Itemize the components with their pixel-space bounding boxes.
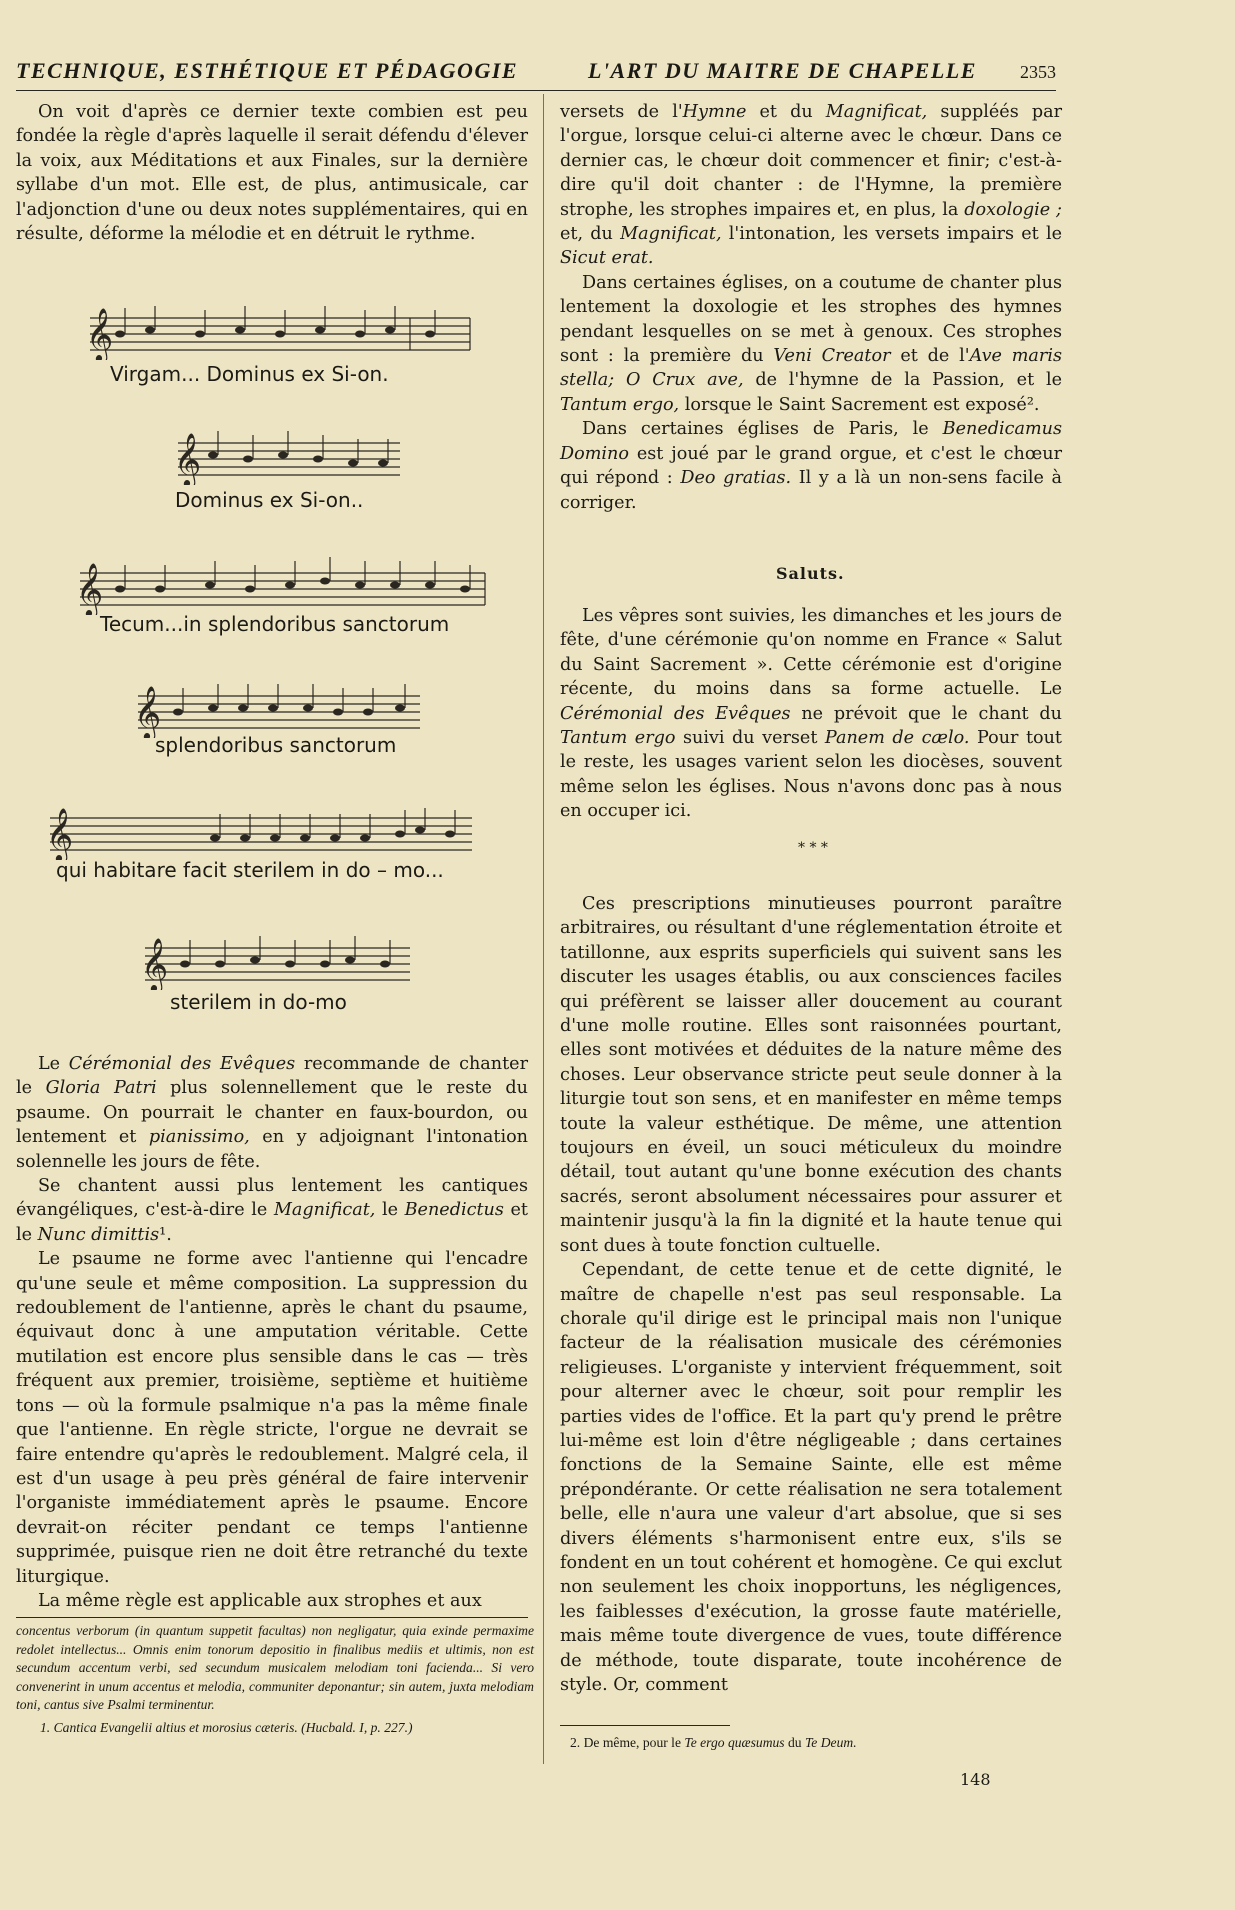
paragraph-psaume: Le psaume ne forme avec l'antienne qui l'encadre qu'une seule et même composition. La suppression du redoublement de l'antienne, après le chant du psaume, équivaut donc à une amputation véritable. Cette mutilation est encore plus sensible dans le cas — très fréquent aux premier, troisième, septième et huitième tons — où la formule psalmique n'a pas la même finale que l'antienne. En règle stricte, l'orgue ne devrait se faire entendre qu'après le redoublement. Malgré cela, il est d'un usage à peu près général de faire intervenir l'organiste immédiatement après le psaume. Encore devrait-on réciter pendant ce temps l'antienne supprimée, puisque rien ne doit être retranché du texte liturgique. xyxy=(16,1249,528,1587)
left-intro xyxy=(16,100,528,246)
music-example-2 xyxy=(168,425,408,485)
svg-text:𝄞: 𝄞 xyxy=(46,807,74,860)
section-title-saluts: Saluts. xyxy=(776,564,845,583)
page-number: 148 xyxy=(960,1770,991,1789)
intro-paragraph: On voit d'après ce dernier texte combien est peu fondée la règle d'après laquelle il serait défendu d'élever la voix, aux Méditations et aux Finales, sur la dernière syllabe d'un mot. Elle est, de plus, antimusicale, car l'adjonction d'une ou deux notes supplémentaires, qui en résulte, déforme la mélodie et en détruit le rythme. xyxy=(16,102,528,245)
svg-text:𝄞: 𝄞 xyxy=(134,685,162,738)
header-rule xyxy=(16,90,1056,91)
svg-text:𝄞: 𝄞 xyxy=(76,562,104,615)
right-saluts xyxy=(560,604,1062,824)
music-example-3 xyxy=(70,555,490,615)
footnote-rule-right xyxy=(560,1725,730,1726)
music-example-1 xyxy=(80,300,480,360)
running-header-right: L'ART DU MAITRE DE CHAPELLE xyxy=(588,58,977,83)
section-separator: * * * xyxy=(798,840,828,856)
music-lyric-3: Tecum...in splendoribus sanctorum xyxy=(100,612,450,636)
footnote-1: 1. Cantica Evangelii altius et morosius cæteris. (Hucbald. I, p. 227.) xyxy=(40,1719,413,1735)
left-body xyxy=(16,1052,528,1613)
paragraph-cependant: Cependant, de cette tenue et de cette dignité, le maître de chapelle n'est pas seul responsable. La chorale qu'il dirige est le principal mais non l'unique facteur de la réalisation musicale des cérémonies religieuses. L'organiste y intervient fréquemment, soit pour alterner avec le chœur, soit pour remplir les parties vides de l'office. Et la part qu'y prend le prêtre lui-même est loin d'être négligeable ; dans certaines fonctions de la Semaine Sainte, elle est même prépondérante. Or cette réalisation ne sera totalement belle, elle n'aura une valeur d'art absolue, que si ses divers éléments s'harmonisent entre eux, s'ils se fondent en un tout cohérent et homogène. Ce qui exclut non seulement les choix inopportuns, les négligences, les faiblesses d'exécution, la grosse faute matérielle, mais même toute divergence de vues, toute différence de méthode, toute disparate, toute incohérence de style. Or, comment xyxy=(560,1260,1062,1695)
music-lyric-6: sterilem in do-mo xyxy=(170,990,347,1014)
music-lyric-2: Dominus ex Si-on.. xyxy=(175,488,364,512)
svg-text:𝄞: 𝄞 xyxy=(141,937,169,990)
music-example-4 xyxy=(128,678,428,738)
paragraph-versets: versets de l'Hymne et du Magnificat, suppléés par l'orgue, lorsque celui-ci alterne avec le chœur. Dans ce dernier cas, le chœur doit commencer et finir; c'est-à-dire qu'il doit chanter : de l'Hymne, la première strophe, les strophes impaires et, en plus, la doxologie ; et, du Magnificat, l'intonation, les versets impairs et le Sicut erat. xyxy=(560,102,1062,269)
paragraph-ceremonial: Le Cérémonial des Evêques recommande de chanter le Gloria Patri plus solennellement que le reste du psaume. On pourrait le chanter en faux-bourdon, ou lentement et pianissimo, en y adjoignant l'intonation solennelle les jours de fête. xyxy=(16,1054,528,1172)
paragraph-regle: La même règle est applicable aux strophes et aux xyxy=(38,1590,482,1611)
music-lyric-4: splendoribus sanctorum xyxy=(155,733,397,757)
paragraph-paris: Dans certaines églises de Paris, le Benedicamus Domino est joué par le grand orgue, et c'est le chœur qui répond : Deo gratias. Il y a là un non-sens facile à corriger. xyxy=(560,419,1062,513)
column-divider xyxy=(543,94,544,1764)
running-header-left: TECHNIQUE, ESTHÉTIQUE ET PÉDAGOGIE xyxy=(16,58,519,83)
svg-text:𝄞: 𝄞 xyxy=(174,432,202,485)
music-example-6 xyxy=(135,930,425,990)
music-example-5 xyxy=(40,800,480,860)
right-top xyxy=(560,100,1062,515)
paragraph-prescriptions: Ces prescriptions minutieuses pourront paraître arbitraires, ou résultant d'une réglementation étroite et tatillonne, aux esprits superficiels qui suivent sans les discuter les usages établis, ou aux consciences faciles qui préfèrent se laisser aller doucement au courant d'une molle routine. Elles sont raisonnées pourtant, elles sont motivées et déduites de la nature même des choses. Leur observance stricte peut seule donner à la liturgie tout son sens, et en manifester en même temps toute la valeur esthétique. De même, une attention toujours en éveil, un souci méticuleux du moindre détail, tout autant qu'une bonne exécution des chants sacrés, seront absolument nécessaires pour assurer et maintenir jusqu'à la fin la dignité et la haute tenue qui sont dues à toute fonction cultuelle. xyxy=(560,894,1062,1256)
footnote-continued: concentus verborum (in quantum suppetit facultas) non negligatur, quia exinde permaxime redolet intellectus... Omnis enim tonorum depositio in finalibus mediis et ultimis, non est secundum accentum verbi, sed secundum musicalem melodiam toni facienda... Si vero convenerint in unum accentus et melodia, communiter deponantur; sin autem, juxta melodiam toni, cantus sive Psalmi terminentur. 1. Cantica Evangelii altius et morosius cæteris. (Hucbald. I, p. 227.) xyxy=(16,1622,534,1737)
music-lyric-1: Virgam... Dominus ex Si-on. xyxy=(110,362,389,386)
paragraph-eglises: Dans certaines églises, on a coutume de chanter plus lentement la doxologie et les strophes des hymnes pendant lesquelles on se met à genoux. Ces strophes sont : la première du Veni Creator et de l'Ave maris stella; O Crux ave, de l'hymne de la Passion, et le Tantum ergo, lorsque le Saint Sacrement est exposé². xyxy=(560,272,1062,415)
header-page-number: 2353 xyxy=(1020,62,1056,82)
footnote-rule-left xyxy=(16,1617,528,1618)
paragraph-cantiques: Se chantent aussi plus lentement les cantiques évangéliques, c'est-à-dire le Magnificat, le Benedictus et le Nunc dimittis¹. xyxy=(16,1176,528,1245)
music-lyric-5: qui habitare facit sterilem in do – mo... xyxy=(56,858,444,882)
paragraph-vepres: Les vêpres sont suivies, les dimanches et les jours de fête, d'une cérémonie qu'on nomme en France « Salut du Saint Sacrement ». Cette cérémonie est d'origine récente, du moins dans sa forme actuelle. Le Cérémonial des Evêques ne prévoit que le chant du Tantum ergo suivi du verset Panem de cælo. Pour tout le reste, les usages varient selon les diocèses, souvent même selon les églises. Nous n'avons donc pas à nous en occuper ici. xyxy=(560,606,1063,822)
right-body xyxy=(560,892,1062,1697)
svg-text:𝄞: 𝄞 xyxy=(86,307,114,360)
footnote-2: 2. De même, pour le Te ergo quæsumus du Te Deum. xyxy=(570,1735,857,1750)
